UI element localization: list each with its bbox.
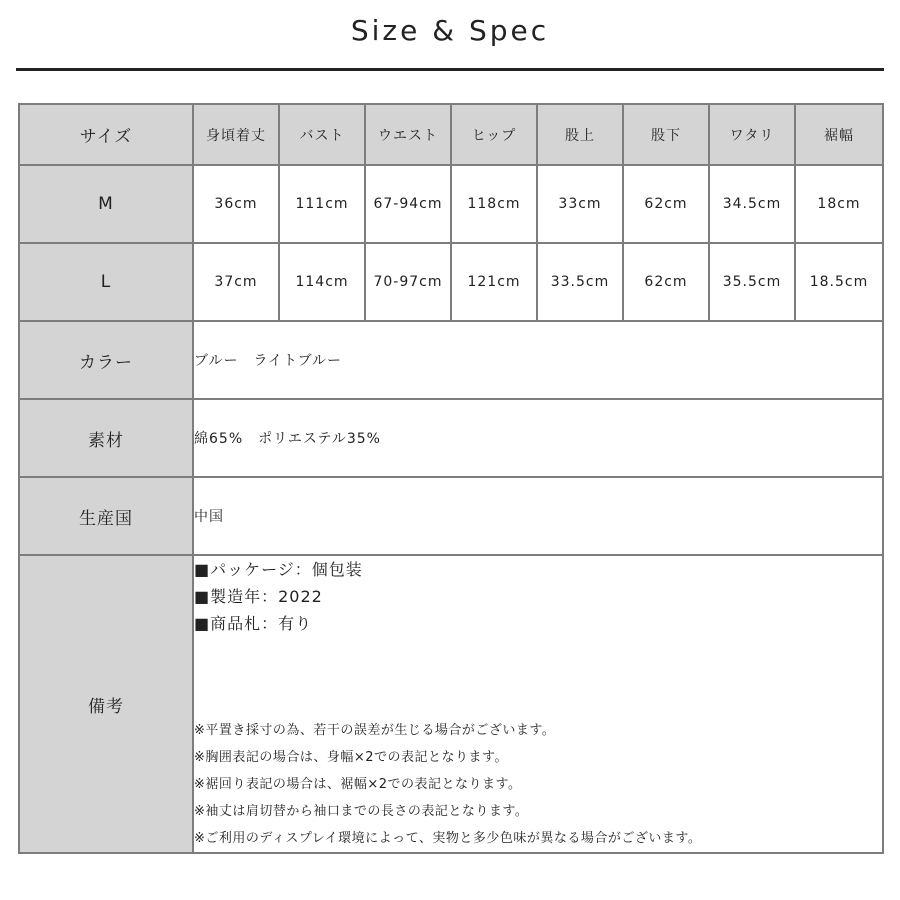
table-cell: 18cm	[795, 165, 883, 243]
column-header: 股上	[537, 104, 623, 165]
table-cell: 35.5cm	[709, 243, 795, 321]
origin-label: 生産国	[19, 477, 193, 555]
origin-row	[19, 477, 883, 555]
disclaimer-list	[194, 717, 882, 852]
disclaimer-item: ※裾回り表記の場合は、裾幅×2での表記となります。	[194, 777, 522, 792]
material-value: 綿65% ポリエステル35%	[193, 399, 883, 477]
size-header-label: サイズ	[19, 104, 193, 165]
note-tag: ■商品札：有り	[194, 614, 313, 633]
column-header: ワタリ	[709, 104, 795, 165]
table-cell: 67-94cm	[365, 165, 451, 243]
table-cell: 37cm	[193, 243, 279, 321]
size-label: L	[19, 243, 193, 321]
spec-table	[18, 103, 884, 854]
table-cell: 62cm	[623, 243, 709, 321]
column-header: バスト	[279, 104, 365, 165]
notes-label: 備考	[19, 555, 193, 853]
notes-content	[193, 555, 883, 853]
material-row	[19, 399, 883, 477]
column-header: 身頃着丈	[193, 104, 279, 165]
table-cell: 33cm	[537, 165, 623, 243]
color-value: ブルー ライトブルー	[193, 321, 883, 399]
size-row-m	[19, 165, 883, 243]
disclaimer-item: ※袖丈は肩切替から袖口までの長さの表記となります。	[194, 804, 529, 819]
color-label: カラー	[19, 321, 193, 399]
column-header: 裾幅	[795, 104, 883, 165]
material-label: 素材	[19, 399, 193, 477]
origin-value: 中国	[193, 477, 883, 555]
table-cell: 62cm	[623, 165, 709, 243]
color-row	[19, 321, 883, 399]
column-header: ヒップ	[451, 104, 537, 165]
size-label: M	[19, 165, 193, 243]
table-cell: 114cm	[279, 243, 365, 321]
size-row-l	[19, 243, 883, 321]
note-package: ■パッケージ：個包装	[194, 560, 363, 579]
disclaimer-item: ※ご利用のディスプレイ環境によって、実物と多少色味が異なる場合がございます。	[194, 831, 702, 846]
table-cell: 70-97cm	[365, 243, 451, 321]
disclaimer-item: ※平置き採寸の為、若干の誤差が生じる場合がございます。	[194, 723, 556, 738]
table-cell: 33.5cm	[537, 243, 623, 321]
table-cell: 121cm	[451, 243, 537, 321]
table-cell: 34.5cm	[709, 165, 795, 243]
table-cell: 36cm	[193, 165, 279, 243]
column-header: 股下	[623, 104, 709, 165]
size-header-row	[19, 104, 883, 165]
page-title: Size & Spec	[350, 14, 550, 47]
column-header: ウエスト	[365, 104, 451, 165]
table-cell: 18.5cm	[795, 243, 883, 321]
title-divider	[16, 68, 884, 71]
note-year: ■製造年：2022	[194, 587, 323, 606]
notes-row	[19, 555, 883, 853]
table-cell: 118cm	[451, 165, 537, 243]
disclaimer-item: ※胸囲表記の場合は、身幅×2での表記となります。	[194, 750, 509, 765]
table-cell: 111cm	[279, 165, 365, 243]
